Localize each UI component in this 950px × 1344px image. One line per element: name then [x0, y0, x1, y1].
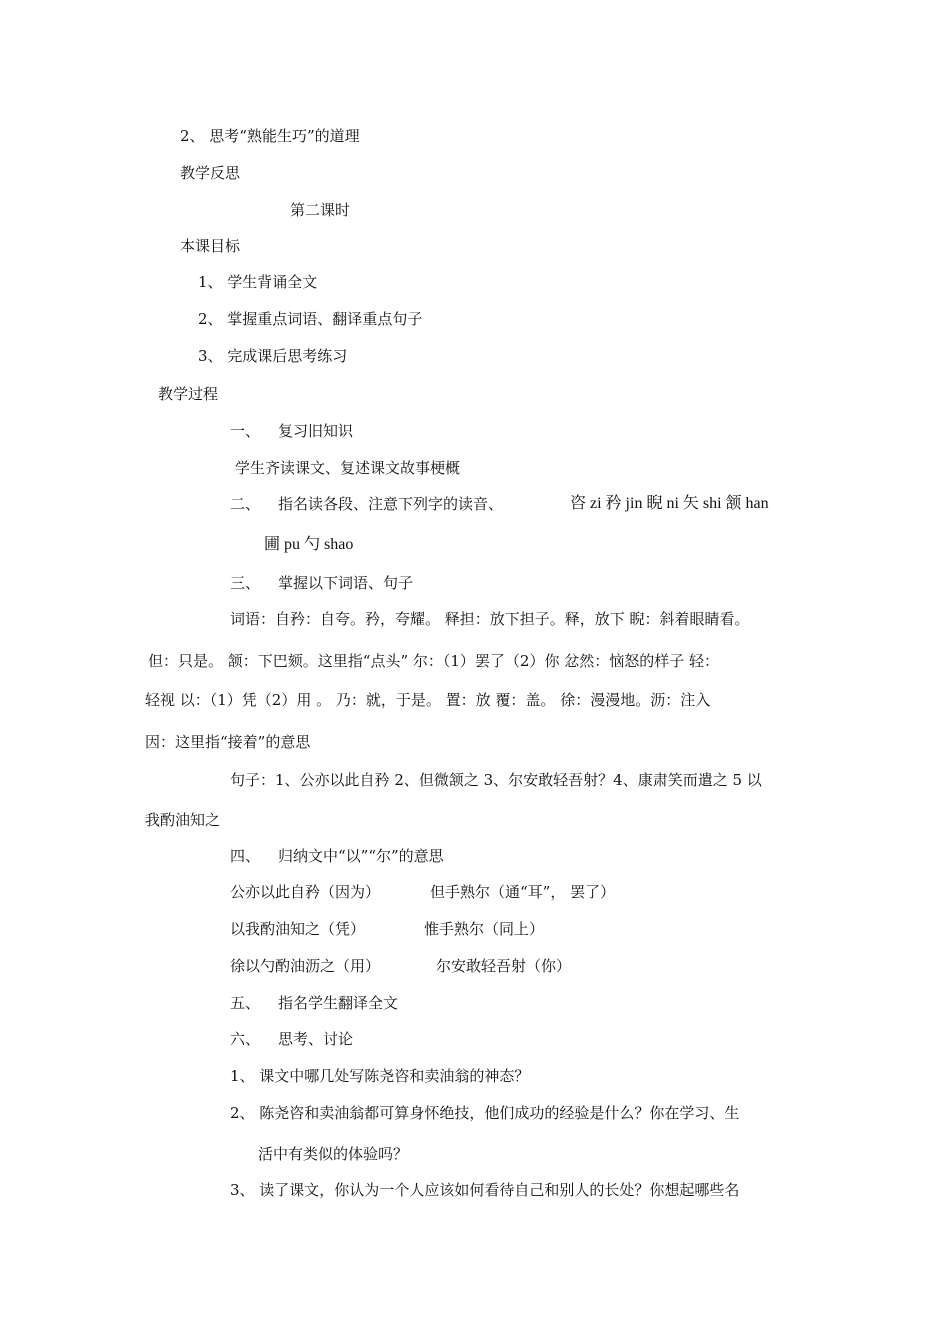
question-2: 2、 陈尧咨和卖油翁都可算身怀绝技，他们成功的经验是什么？你在学习、生 [230, 1104, 740, 1122]
usage-right-3: 尔安敢轻吾射（你） [436, 957, 572, 975]
step-title-4: 归纳文中“以”“尔”的意思 [278, 847, 444, 865]
sentence-line-1: 句子：1、公亦以此自矜 2、但微颔之 3、尔安敢轻吾射？4、康肃笑而遣之 5 以 [230, 771, 762, 789]
vocab-line-2: 但：只是。 颔：下巴颏。这里指“点头” 尔：（1）罢了（2）你 忿然：恼怒的样子 轻： [148, 652, 719, 670]
usage-right-2: 惟手熟尔（同上） [424, 920, 545, 938]
vocab-line-4: 因：这里指“接着”的意思 [145, 733, 311, 751]
step-1-text: 学生齐读课文、复述课文故事梗概 [235, 459, 461, 477]
question-1: 1、 课文中哪几处写陈尧咨和卖油翁的神态？ [230, 1067, 530, 1085]
usage-left-1: 公亦以此自矜（因为） [230, 883, 381, 901]
step-title-2: 指名读各段、注意下列字的读音、 [278, 495, 504, 513]
step-number-3: 三、 [230, 574, 261, 592]
vocab-line-1: 词语：自矜：自夸。矜，夸耀。 释担：放下担子。释，放下 睨：斜着眼睛看。 [230, 610, 750, 628]
step-number-5: 五、 [230, 994, 261, 1012]
goal-item-3: 3、 完成课后思考练习 [198, 347, 348, 365]
usage-right-1: 但手熟尔（通“耳”， 罢了） [430, 883, 616, 901]
usage-left-3: 徐以勺酌油沥之（用） [230, 957, 381, 975]
usage-left-2: 以我酌油知之（凭） [230, 920, 366, 938]
goal-item-1: 1、 学生背诵全文 [198, 273, 318, 291]
step-title-5: 指名学生翻译全文 [278, 994, 399, 1012]
pronunciation-list-2: 圃 pu 勺 shao [264, 536, 354, 553]
heading-teaching-process: 教学过程 [158, 385, 219, 403]
heading-teaching-reflection: 教学反思 [180, 164, 241, 182]
step-title-3: 掌握以下词语、句子 [278, 574, 414, 592]
heading-lesson-goals: 本课目标 [180, 237, 241, 255]
heading-second-lesson: 第二课时 [290, 201, 351, 219]
step-title-6: 思考、讨论 [278, 1030, 354, 1048]
text-line-think-practice: 2、 思考“熟能生巧”的道理 [180, 127, 360, 145]
step-title-1: 复习旧知识 [278, 422, 354, 440]
step-number-2: 二、 [230, 495, 261, 513]
question-3: 3、 读了课文，你认为一个人应该如何看待自己和别人的长处？你想起哪些名 [230, 1181, 740, 1199]
step-number-6: 六、 [230, 1030, 261, 1048]
question-2-continued: 活中有类似的体验吗？ [258, 1145, 409, 1163]
pronunciation-list-1: 咨 zi 矜 jin 睨 ni 矢 shi 颔 han [570, 495, 769, 512]
goal-item-2: 2、 掌握重点词语、翻译重点句子 [198, 310, 423, 328]
step-number-1: 一、 [230, 422, 261, 440]
sentence-line-2: 我酌油知之 [145, 811, 221, 829]
step-number-4: 四、 [230, 847, 261, 865]
vocab-line-3: 轻视 以：（1）凭（2）用 。 乃：就，于是。 置：放 覆：盖。 徐：漫漫地。沥：注入 [145, 691, 711, 709]
